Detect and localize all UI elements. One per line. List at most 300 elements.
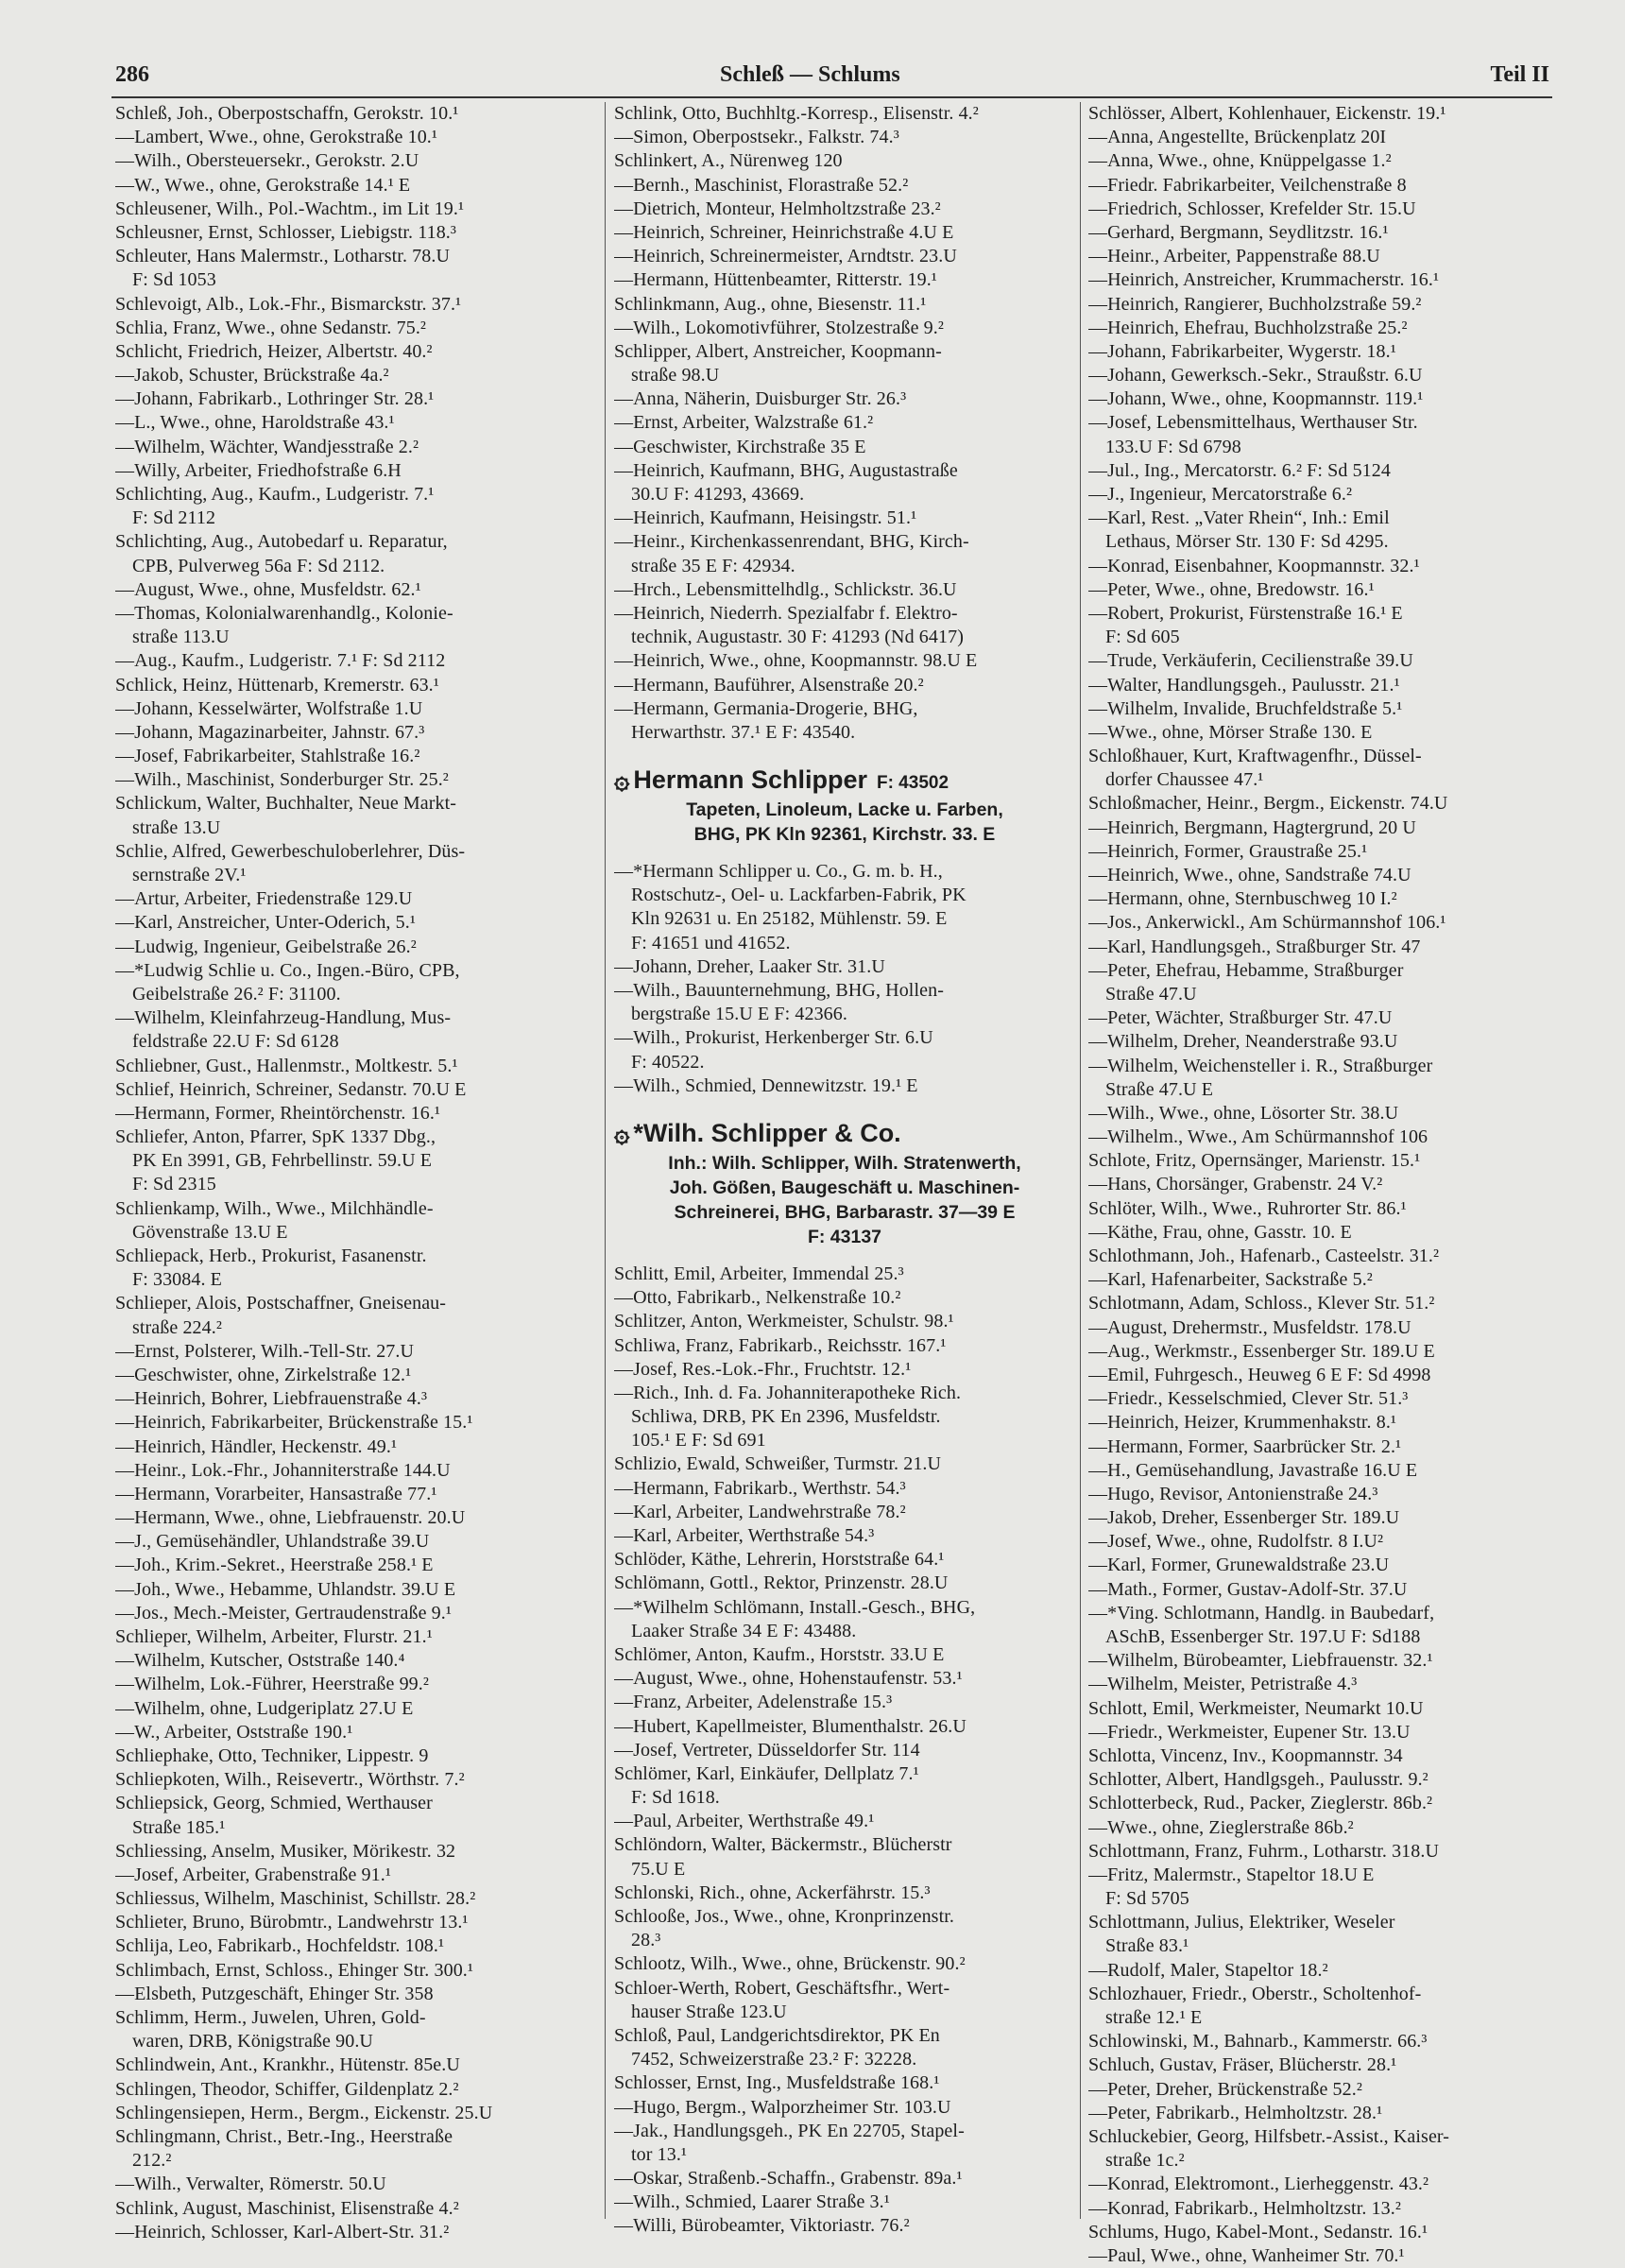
entry-line: Schlizio, Ewald, Schweißer, Turmstr. 21.U	[614, 1453, 942, 1475]
directory-entry	[115, 1483, 576, 1506]
directory-column-2	[614, 102, 1075, 2239]
entry-line: —Heinrich, Schlosser, Karl-Albert-Str. 31.²	[115, 2221, 450, 2242]
advertisement-line: Joh. Gößen, Baugeschäft u. Maschinen-	[669, 1177, 1020, 1198]
directory-entry	[1088, 1959, 1549, 1983]
entry-line: —Peter, Ehefrau, Hebamme, Straßburger	[1088, 959, 1404, 981]
entry-line: —Wilhelm, ohne, Ludgeriplatz 27.U E	[115, 1697, 414, 1719]
entry-line: —Anna, Angestellte, Brückenplatz 20I	[1088, 127, 1387, 148]
directory-entry	[115, 1649, 576, 1673]
directory-entry	[1088, 2221, 1549, 2244]
directory-entry	[614, 174, 1075, 198]
directory-entry	[115, 1673, 576, 1696]
entry-line: Schlöter, Wilh., Wwe., Ruhrorter Str. 86.¹	[1088, 1197, 1407, 1219]
entry-line: —Friedr. Fabrikarbeiter, Veilchenstraße 8	[1088, 174, 1407, 196]
directory-entry	[1088, 1673, 1549, 1696]
entry-line: Schluch, Gustav, Fräser, Blücherstr. 28.¹	[1088, 2054, 1397, 2076]
directory-entry	[614, 1358, 1075, 1382]
directory-entry	[1088, 459, 1549, 483]
directory-entry	[115, 1411, 576, 1435]
directory-entry	[1088, 1459, 1549, 1483]
entry-line: —Fritz, Malermstr., Stapeltor 18.U E	[1088, 1864, 1375, 1885]
entry-line: —Heinr., Arbeiter, Pappenstraße 88.U	[1088, 246, 1380, 267]
entry-line: —Gerhard, Bergmann, Seydlitzstr. 16.¹	[1088, 221, 1389, 243]
entry-line: —Heinrich, Niederrh. Spezialfabr f. Elektro-	[614, 602, 958, 624]
entry-line: —Heinr., Lok.-Fhr., Johanniterstraße 144.U	[115, 1459, 451, 1481]
directory-entry	[614, 459, 1075, 507]
entry-line: —Simon, Oberpostsekr., Falkstr. 74.³	[614, 127, 899, 148]
company-logo-icon: ۞	[614, 1117, 630, 1147]
entry-line: —Hubert, Kapellmeister, Blumenthalstr. 26.U	[614, 1715, 966, 1737]
directory-entry	[614, 979, 1075, 1026]
entry-line: —Johann, Magazinarbeiter, Jahnstr. 67.³	[115, 721, 425, 743]
entry-line: 75.U E	[631, 1858, 686, 1880]
directory-entry	[115, 1983, 576, 2006]
entry-line: F: Sd 605	[1105, 627, 1180, 648]
entry-line: Schlote, Fritz, Opernsänger, Marienstr. 15.¹	[1088, 1150, 1421, 1172]
entry-line: Schlink, Otto, Buchhltg.-Korresp., Elisenstr. 4.²	[614, 103, 979, 124]
entry-line: Schlieper, Alois, Postschaffner, Gneisenau-	[115, 1293, 447, 1314]
entry-line: —Lambert, Wwe., ohne, Gerokstraße 10.¹	[115, 127, 437, 148]
entry-line: —Josef, Fabrikarbeiter, Stahlstraße 16.²	[115, 746, 420, 767]
directory-entry	[115, 745, 576, 768]
entry-line: —Wilhelm, Dreher, Neanderstraße 93.U	[1088, 1031, 1398, 1053]
directory-entry	[1088, 2173, 1549, 2196]
entry-line: —Ernst, Arbeiter, Walzstraße 61.²	[614, 412, 874, 434]
entry-line: —Peter, Wächter, Straßburger Str. 47.U	[1088, 1007, 1393, 1029]
directory-entry	[1088, 2125, 1549, 2173]
entry-line: Schlija, Leo, Fabrikarb., Hochfeldstr. 108.¹	[115, 1935, 445, 1957]
entry-line: —Konrad, Elektromont., Lierheggenstr. 43.²	[1088, 2174, 1429, 2195]
directory-entry	[115, 530, 576, 577]
directory-entry	[614, 1833, 1075, 1881]
entry-line: Schlinkmann, Aug., ohne, Biesenstr. 11.¹	[614, 293, 927, 315]
entry-line: —Anna, Näherin, Duisburger Str. 26.³	[614, 388, 907, 410]
directory-entry	[115, 1506, 576, 1530]
directory-entry	[614, 1952, 1075, 1976]
directory-entry	[1088, 293, 1549, 317]
directory-entry	[1088, 1721, 1549, 1744]
entry-line: —Emil, Fuhrgesch., Heuweg 6 E F: Sd 4998	[1088, 1364, 1431, 1385]
directory-entry	[115, 1911, 576, 1934]
directory-entry	[115, 2125, 576, 2173]
entry-line: 7452, Schweizerstraße 23.² F: 32228.	[631, 2049, 917, 2070]
entry-line: Straße 47.U	[1105, 983, 1197, 1005]
entry-line: Schlowinski, M., Bahnarb., Kammerstr. 66.³	[1088, 2031, 1428, 2053]
directory-entry	[1088, 816, 1549, 840]
directory-entry	[614, 1643, 1075, 1667]
entry-line: —Heinrich, Schreiner, Heinrichstraße 4.U E	[614, 221, 954, 243]
entry-line: —Jos., Mech.-Meister, Gertraudenstraße 9.¹	[115, 1602, 452, 1624]
directory-entry	[115, 149, 576, 173]
entry-line: —Thomas, Kolonialwarenhandlg., Kolonie-	[115, 602, 453, 624]
directory-entry	[1088, 1768, 1549, 1792]
directory-entry	[614, 674, 1075, 697]
advertisement-title	[614, 762, 1075, 798]
entry-line: Schliebner, Gust., Hallenmstr., Moltkestr. 5.¹	[115, 1055, 458, 1076]
directory-entry	[614, 1334, 1075, 1358]
directory-entry	[614, 649, 1075, 673]
directory-entry	[115, 887, 576, 911]
directory-entry	[1088, 578, 1549, 602]
entry-line: Schlonski, Rich., ohne, Ackerfährstr. 15.³	[614, 1881, 931, 1903]
entry-line: Schlieter, Bruno, Bürobmtr., Landwehrstr 13.¹	[115, 1912, 469, 1933]
entry-line: —Oskar, Straßenb.-Schaffn., Grabenstr. 89a.¹	[614, 2168, 963, 2190]
entry-line: —Bernh., Maschinist, Florastraße 52.²	[614, 174, 909, 196]
advertisement	[614, 1115, 1075, 1249]
directory-entry	[614, 697, 1075, 745]
advertisement-name: Hermann Schlipper	[633, 765, 867, 795]
entry-line: —Wilh., Verwalter, Römerstr. 50.U	[115, 2174, 386, 2195]
directory-entry	[1088, 2102, 1549, 2125]
entry-line: Gövenstraße 13.U E	[132, 1221, 288, 1243]
entry-line: —Konrad, Eisenbahner, Koopmannstr. 32.¹	[1088, 555, 1420, 576]
entry-line: —Hermann, Wwe., ohne, Liebfrauenstr. 20.U	[115, 1507, 466, 1529]
entry-line: technik, Augustastr. 30 F: 41293 (Nd 6417)	[631, 627, 964, 648]
directory-entry	[1088, 245, 1549, 268]
entry-line: —Wilhelm, Kutscher, Oststraße 140.⁴	[115, 1650, 405, 1672]
directory-entry	[614, 221, 1075, 245]
entry-line: —Artur, Arbeiter, Friedenstraße 129.U	[115, 888, 413, 910]
entry-line: —Wilh., Wwe., ohne, Lösorter Str. 38.U	[1088, 1102, 1399, 1124]
entry-line: Straße 83.¹	[1105, 1935, 1189, 1957]
entry-line: —Wwe., ohne, Mörser Straße 130. E	[1088, 721, 1373, 743]
directory-entry	[1088, 1364, 1549, 1387]
entry-line: straße 1c.²	[1105, 2150, 1185, 2172]
entry-line: F: 41651 und 41652.	[631, 932, 791, 954]
directory-entry	[1088, 483, 1549, 507]
entry-line: Schloßhauer, Kurt, Kraftwagenfhr., Düssel-	[1088, 746, 1422, 767]
entry-line: Geibelstraße 26.² F: 31100.	[132, 983, 341, 1005]
directory-entry	[115, 2006, 576, 2053]
entry-line: —Geschwister, Kirchstraße 35 E	[614, 436, 866, 457]
directory-entry	[614, 1310, 1075, 1333]
entry-line: Schlooße, Jos., Wwe., ohne, Kronprinzenstr.	[614, 1906, 954, 1927]
entry-line: Schloß, Paul, Landgerichtsdirektor, PK En	[614, 2024, 940, 2046]
directory-entry	[115, 317, 576, 340]
entry-line: —Heinrich, Ehefrau, Buchholzstraße 25.²	[1088, 317, 1408, 338]
directory-entry	[1088, 2078, 1549, 2102]
entry-line: —Karl, Arbeiter, Landwehrstraße 78.²	[614, 1501, 906, 1522]
directory-entry	[115, 1364, 576, 1387]
entry-line: —Rich., Inh. d. Fa. Johanniterapotheke Rich.	[614, 1382, 962, 1403]
entry-line: sernstraße 2V.¹	[132, 865, 247, 885]
advertisement-title	[614, 1115, 1075, 1151]
directory-entry	[115, 2173, 576, 2196]
directory-entry	[614, 1810, 1075, 1833]
entry-line: —*Hermann Schlipper u. Co., G. m. b. H.,	[614, 861, 943, 883]
directory-entry	[614, 1524, 1075, 1548]
entry-line: —Otto, Fabrikarb., Nelkenstraße 10.²	[614, 1287, 901, 1309]
directory-entry	[115, 1840, 576, 1864]
entry-line: Schlindwein, Ant., Krankhr., Hütenstr. 85e.U	[115, 2054, 460, 2076]
directory-entry	[1088, 174, 1549, 198]
directory-entry	[1088, 2053, 1549, 2077]
entry-line: —Josef, Arbeiter, Grabenstraße 91.¹	[115, 1864, 391, 1885]
entry-line: —Peter, Wwe., ohne, Bredowstr. 16.¹	[1088, 578, 1375, 600]
directory-entry	[115, 340, 576, 364]
entry-line: tor 13.¹	[631, 2143, 688, 2165]
entry-line: Schlie, Alfred, Gewerbeschuloberlehrer, Düs-	[115, 840, 466, 862]
entry-line: —Johann, Fabrikarbeiter, Wygerstr. 18.¹	[1088, 340, 1396, 362]
directory-entry	[614, 1074, 1075, 1098]
entry-line: —Heinrich, Wwe., ohne, Koopmannstr. 98.U E	[614, 650, 978, 672]
directory-entry	[115, 1744, 576, 1768]
entry-line: Schlömer, Anton, Kaufm., Horststr. 33.U E	[614, 1643, 945, 1665]
directory-entry	[614, 1263, 1075, 1286]
entry-line: —Heinrich, Bergmann, Hagtergrund, 20 U	[1088, 816, 1416, 838]
advertisement	[614, 762, 1075, 847]
directory-entry	[115, 102, 576, 126]
directory-entry	[1088, 602, 1549, 649]
directory-entry	[614, 2096, 1075, 2120]
directory-entry	[1088, 1602, 1549, 1649]
entry-line: Schlingen, Theodor, Schiffer, Gildenplatz 2.²	[115, 2078, 459, 2100]
entry-line: —Wilhelm, Kleinfahrzeug-Handlung, Mus-	[115, 1007, 452, 1029]
entry-line: —Käthe, Frau, ohne, Gasstr. 10. E	[1088, 1221, 1352, 1243]
entry-line: Schlott, Emil, Werkmeister, Neumarkt 10.U	[1088, 1697, 1424, 1719]
entry-line: Schlums, Hugo, Kabel-Mont., Sedanstr. 16.¹	[1088, 2221, 1428, 2242]
directory-entry	[1088, 864, 1549, 887]
directory-entry	[614, 2214, 1075, 2238]
entry-line: —Jul., Ing., Mercatorstr. 6.² F: Sd 5124	[1088, 459, 1391, 481]
entry-line: —Wilhelm, Bürobeamter, Liebfrauenstr. 32.¹	[1088, 1650, 1433, 1672]
directory-entry	[614, 1501, 1075, 1524]
directory-entry	[115, 911, 576, 935]
directory-entry	[1088, 1483, 1549, 1506]
directory-entry	[1088, 1292, 1549, 1315]
directory-entry	[1088, 1506, 1549, 1530]
directory-entry	[614, 1572, 1075, 1595]
entry-line: F: Sd 2112	[132, 507, 216, 529]
directory-entry	[614, 1977, 1075, 2024]
entry-line: —Hermann, ohne, Sternbuschweg 10 I.²	[1088, 888, 1397, 910]
directory-entry	[1088, 697, 1549, 721]
entry-line: —Karl, Arbeiter, Werthstraße 54.³	[614, 1525, 875, 1546]
column-divider	[605, 102, 606, 2219]
entry-line: straße 113.U	[132, 627, 230, 648]
directory-entry	[115, 721, 576, 745]
directory-entry	[1088, 1649, 1549, 1673]
directory-entry	[1088, 1530, 1549, 1554]
directory-entry	[115, 936, 576, 959]
entry-line: —August, Wwe., ohne, Hohenstaufenstr. 53.¹	[614, 1668, 963, 1690]
entry-line: 30.U F: 41293, 43669.	[631, 484, 805, 505]
page-number: 286	[115, 62, 149, 87]
entry-line: —Johann, Wwe., ohne, Koopmannstr. 119.¹	[1088, 388, 1424, 410]
directory-entry	[1088, 198, 1549, 221]
directory-entry	[1088, 2244, 1549, 2268]
directory-entry	[115, 1625, 576, 1649]
directory-entry	[115, 1340, 576, 1364]
entry-line: Schleusener, Wilh., Pol.-Wachtm., im Lit 19.¹	[115, 198, 465, 219]
entry-line: —Math., Former, Gustav-Adolf-Str. 37.U	[1088, 1578, 1408, 1600]
entry-line: —Heinrich, Bohrer, Liebfrauenstraße 4.³	[115, 1388, 428, 1410]
page-header	[115, 62, 1549, 93]
entry-line: 28.³	[631, 1930, 661, 1951]
directory-entry	[1088, 1578, 1549, 1602]
entry-line: —Konrad, Fabrikarb., Helmholtzstr. 13.²	[1088, 2197, 1401, 2219]
entry-line: —Heinrich, Fabrikarbeiter, Brückenstraße 15.¹	[115, 1412, 473, 1434]
entry-line: —Hermann, Former, Saarbrücker Str. 2.¹	[1088, 1435, 1402, 1457]
directory-entry	[115, 1055, 576, 1078]
entry-line: —Trude, Verkäuferin, Cecilienstraße 39.U	[1088, 650, 1413, 672]
directory-entry	[1088, 1983, 1549, 2030]
entry-line: —H., Gemüsehandlung, Javastraße 16.U E	[1088, 1459, 1418, 1481]
entry-line: —Heinrich, Kaufmann, BHG, Augustastraße	[614, 459, 958, 481]
directory-entry	[1088, 1840, 1549, 1864]
entry-line: Schlömer, Karl, Einkäufer, Dellplatz 7.¹	[614, 1762, 919, 1784]
entry-line: —Dietrich, Monteur, Helmholtzstraße 23.²	[614, 198, 941, 219]
part-label: Teil II	[1490, 62, 1549, 87]
entry-line: Schlöndorn, Walter, Bäckermstr., Blücherstr	[614, 1834, 952, 1856]
directory-entry	[1088, 1816, 1549, 1840]
directory-entry	[115, 768, 576, 792]
entry-line: Schlienkamp, Wilh., Wwe., Milchhändle-	[115, 1197, 434, 1219]
entry-line: Rostschutz-, Oel- u. Lackfarben-Fabrik, PK	[631, 885, 966, 906]
entry-line: —L., Wwe., ohne, Haroldstraße 43.¹	[115, 412, 395, 434]
advertisement-line: BHG, PK Kln 92361, Kirchstr. 33. E	[693, 824, 996, 846]
directory-entry	[1088, 1435, 1549, 1459]
directory-entry	[1088, 1125, 1549, 1149]
entry-line: —*Wilhelm Schlömann, Install.-Gesch., BHG,	[614, 1596, 976, 1618]
advertisement-line: Tapeten, Linoleum, Lacke u. Farben,	[686, 799, 1003, 821]
directory-entry	[614, 1286, 1075, 1310]
directory-entry	[115, 174, 576, 198]
entry-line: Schliessus, Wilhelm, Maschinist, Schillstr. 28.²	[115, 1888, 476, 1910]
entry-line: waren, DRB, Königstraße 90.U	[132, 2031, 373, 2053]
entry-line: Schleß, Joh., Oberpostschaffn, Gerokstr. 10.¹	[115, 103, 459, 124]
entry-line: —Johann, Dreher, Laaker Str. 31.U	[614, 955, 885, 977]
entry-line: Schlickum, Walter, Buchhalter, Neue Markt-	[115, 793, 457, 815]
entry-line: —Heinrich, Wwe., ohne, Sandstraße 74.U	[1088, 865, 1411, 885]
directory-entry	[614, 1382, 1075, 1453]
directory-entry	[1088, 1055, 1549, 1102]
entry-line: Schliepkoten, Wilh., Reisevertr., Wörthstr. 7.²	[115, 1769, 465, 1791]
directory-column-3	[1088, 102, 1549, 2268]
entry-line: —Robert, Prokurist, Fürstenstraße 16.¹ E	[1088, 602, 1403, 624]
entry-line: Schlingmann, Christ., Betr.-Ing., Heerstraße	[115, 2125, 453, 2147]
advertisement-line: Schreinerei, BHG, Barbarastr. 37—39 E	[674, 1201, 1016, 1223]
directory-entry	[115, 245, 576, 292]
entry-line: —Paul, Wwe., ohne, Wanheimer Str. 70.¹	[1088, 2244, 1405, 2266]
entry-line: F: Sd 1618.	[631, 1787, 720, 1809]
entry-line: —Karl, Handlungsgeh., Straßburger Str. 47	[1088, 936, 1421, 957]
directory-entry	[614, 2167, 1075, 2191]
directory-entry	[614, 2024, 1075, 2071]
directory-entry	[614, 149, 1075, 173]
entry-line: CPB, Pulverweg 56a F: Sd 2112.	[132, 555, 385, 576]
directory-entry	[1088, 887, 1549, 911]
directory-entry	[614, 1596, 1075, 1643]
entry-line: feldstraße 22.U F: Sd 6128	[132, 1031, 339, 1053]
entry-line: —Franz, Arbeiter, Adelenstraße 15.³	[614, 1692, 893, 1713]
entry-line: F: Sd 2315	[132, 1174, 216, 1195]
directory-entry	[1088, 1387, 1549, 1411]
entry-line: Schlottmann, Franz, Fuhrm., Lotharstr. 318.U	[1088, 1840, 1440, 1862]
directory-entry	[1088, 1102, 1549, 1125]
entry-line: Schlimm, Herm., Juwelen, Uhren, Gold-	[115, 2007, 426, 2028]
directory-entry	[115, 2197, 576, 2221]
directory-entry	[1088, 1697, 1549, 1721]
entry-line: Straße 185.¹	[132, 1816, 226, 1838]
entry-line: —W., Arbeiter, Oststraße 190.¹	[115, 1721, 353, 1743]
directory-entry	[1088, 364, 1549, 387]
directory-entry	[115, 2102, 576, 2125]
entry-line: Schlotter, Albert, Handlgsgeh., Paulusstr. 9.²	[1088, 1769, 1428, 1791]
advertisement-line: F: 43137	[807, 1226, 882, 1247]
directory-entry	[1088, 1149, 1549, 1173]
running-title: Schleß — Schlums	[720, 62, 900, 87]
directory-entry	[1088, 411, 1549, 458]
directory-entry	[614, 1739, 1075, 1762]
directory-entry	[614, 2120, 1075, 2167]
entry-line: —Hugo, Bergm., Walporzheimer Str. 103.U	[614, 2096, 951, 2118]
entry-line: —Heinrich, Heizer, Krummenhakstr. 8.¹	[1088, 1412, 1397, 1434]
directory-entry	[115, 674, 576, 697]
directory-entry	[614, 1548, 1075, 1572]
directory-entry	[1088, 507, 1549, 554]
entry-line: F: 33084. E	[132, 1269, 222, 1291]
entry-line: Schliepsick, Georg, Schmied, Werthauser	[115, 1793, 433, 1814]
directory-entry	[1088, 1197, 1549, 1221]
entry-line: —Peter, Fabrikarb., Helmholtzstr. 28.¹	[1088, 2102, 1383, 2123]
entry-line: —Jos., Ankerwickl., Am Schürmannshof 106.¹	[1088, 912, 1446, 934]
entry-line: Schlösser, Albert, Kohlenhauer, Eickenstr. 19.¹	[1088, 103, 1446, 124]
entry-line: —Karl, Former, Grunewaldstraße 23.U	[1088, 1555, 1390, 1576]
entry-line: —Heinrich, Kaufmann, Heisingstr. 51.¹	[614, 507, 917, 529]
directory-entry	[1088, 387, 1549, 411]
entry-line: —Josef, Vertreter, Düsseldorfer Str. 114	[614, 1739, 920, 1761]
entry-line: —Wilh., Maschinist, Sonderburger Str. 25.²	[115, 769, 449, 791]
entry-line: Schlitzer, Anton, Werkmeister, Schulstr. 98.¹	[614, 1311, 954, 1332]
entry-line: —Anna, Wwe., ohne, Knüppelgasse 1.²	[1088, 150, 1392, 172]
directory-entry	[115, 1006, 576, 1054]
entry-line: Kln 92631 u. En 25182, Mühlenstr. 59. E	[631, 908, 948, 930]
directory-entry	[115, 1721, 576, 1744]
entry-line: Laaker Straße 34 E F: 43488.	[631, 1620, 857, 1641]
directory-entry	[115, 126, 576, 149]
directory-entry	[115, 1578, 576, 1602]
entry-line: 105.¹ E F: Sd 691	[631, 1430, 766, 1452]
directory-entry	[614, 387, 1075, 411]
entry-line: —Hrch., Lebensmittelhdlg., Schlickstr. 36.U	[614, 578, 957, 600]
entry-line: —Hermann, Hüttenbeamter, Ritterstr. 19.¹	[614, 269, 937, 291]
entry-line: Schlink, August, Maschinist, Elisenstraße 4.²	[115, 2197, 459, 2219]
entry-line: Schliwa, Franz, Fabrikarb., Reichsstr. 167.¹	[614, 1334, 947, 1356]
directory-entry	[115, 1864, 576, 1887]
entry-line: —Karl, Anstreicher, Unter-Oderich, 5.¹	[115, 912, 416, 934]
entry-line: —W., Wwe., ohne, Gerokstraße 14.¹ E	[115, 174, 411, 196]
entry-line: Schlotmann, Adam, Schloss., Klever Str. 51.²	[1088, 1293, 1435, 1314]
entry-line: Schlichting, Aug., Kaufm., Ludgeristr. 7.¹	[115, 484, 435, 505]
entry-line: —Friedr., Kesselschmied, Clever Str. 51.³	[1088, 1388, 1409, 1410]
entry-line: —Hermann, Former, Rheintörchenstr. 16.¹	[115, 1102, 441, 1124]
entry-line: Straße 47.U E	[1105, 1078, 1214, 1100]
directory-entry	[1088, 792, 1549, 816]
directory-entry	[115, 1887, 576, 1911]
entry-line: —Josef, Res.-Lok.-Fhr., Fruchtstr. 12.¹	[614, 1358, 912, 1380]
directory-entry	[614, 1452, 1075, 1476]
directory-entry	[1088, 1744, 1549, 1768]
entry-line: —Wilhelm, Meister, Petristraße 4.³	[1088, 1674, 1358, 1695]
directory-entry	[614, 1667, 1075, 1691]
entry-line: Schlöder, Käthe, Lehrerin, Horststraße 64.¹	[614, 1549, 945, 1571]
entry-line: —*Ludwig Schlie u. Co., Ingen.-Büro, CPB,	[115, 959, 460, 981]
entry-line: —J., Ingenieur, Mercatorstraße 6.²	[1088, 484, 1353, 505]
directory-entry	[115, 602, 576, 649]
entry-line: Schlotta, Vincenz, Inv., Koopmannstr. 34	[1088, 1744, 1403, 1766]
entry-line: —Aug., Werkmstr., Essenberger Str. 189.U E	[1088, 1340, 1435, 1362]
